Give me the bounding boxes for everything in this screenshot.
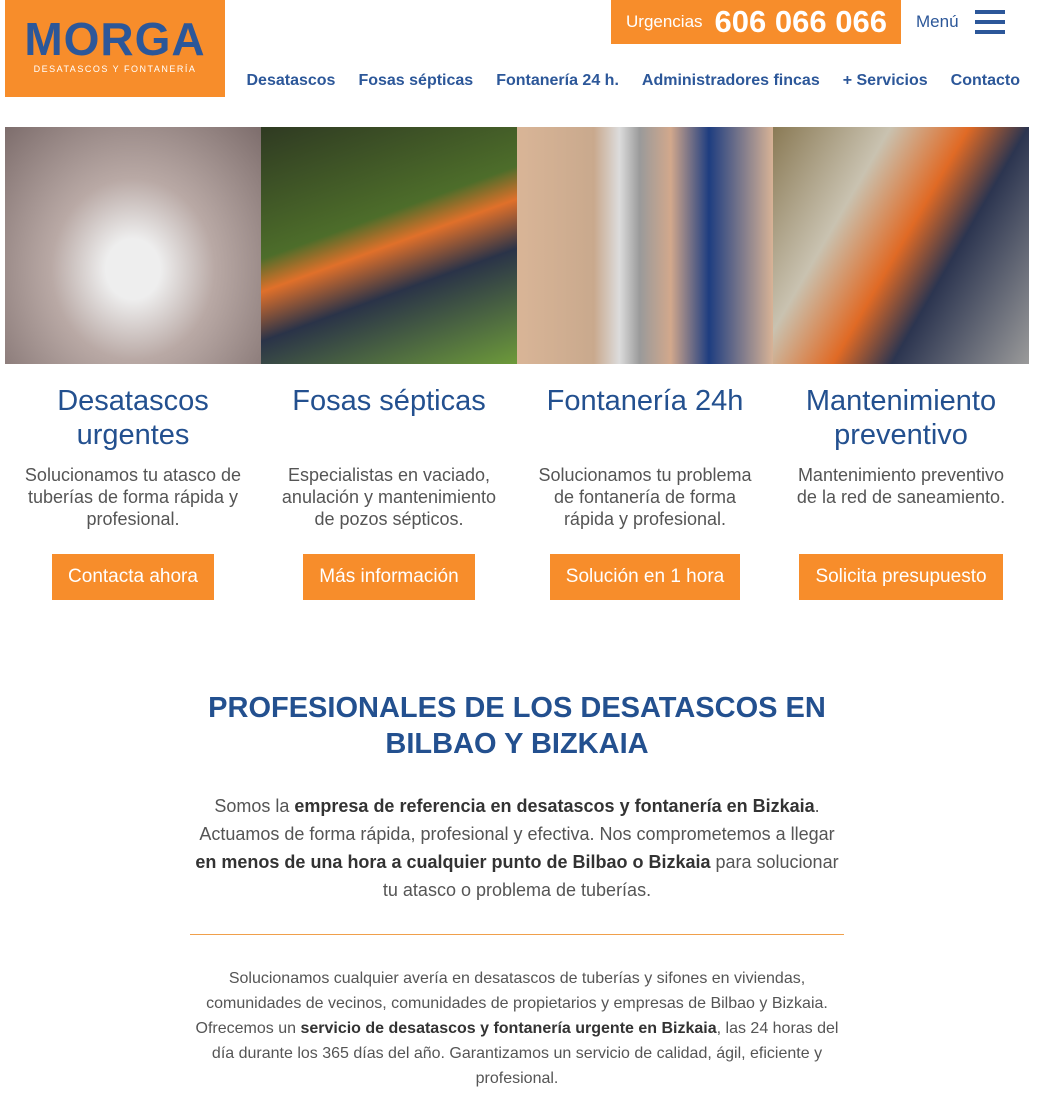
card-title: Fontanería 24h [546,385,744,417]
logo-tagline: DESATASCOS Y FONTANERÍA [33,64,197,74]
nav-servicios[interactable]: + Servicios [842,72,928,89]
menu-label: Menú [916,12,959,31]
logo-wordmark: MORGA [24,13,206,65]
urgent-phone-button[interactable] [611,0,901,44]
nav-contacto[interactable]: Contacto [950,72,1020,89]
nav-fosas-septicas[interactable]: Fosas sépticas [358,72,474,89]
card-text: Solucionamos tu atasco de tuberías de forma rápida y profesional. [24,465,242,529]
intro-section [190,690,844,904]
maintenance-image [773,127,1029,364]
septic-workers-image [261,127,517,364]
contact-button[interactable]: Contacta ahora [52,554,214,600]
nav-fontaneria[interactable]: Fontanería 24 h. [496,72,619,89]
nav-administradores[interactable]: Administradores fincas [641,72,820,89]
faucet-image [5,127,261,364]
quote-button[interactable]: Solicita presupuesto [799,554,1002,600]
urgent-label: Urgencias [626,12,703,31]
urgent-phone: 606 066 066 [714,4,887,39]
service-card [773,127,1029,600]
main-nav [247,72,1021,90]
card-title: Fosas sépticas [292,385,486,417]
solution-button[interactable]: Solución en 1 hora [550,554,740,600]
card-title: Desatascos urgentes [57,385,209,451]
service-card [5,127,261,600]
card-title: Mantenimiento preventivo [805,385,997,451]
logo[interactable] [5,0,225,97]
plumbing-image [517,127,773,364]
nav-desatascos[interactable]: Desatascos [246,72,336,89]
service-card [517,127,773,600]
menu-button[interactable] [916,10,1005,34]
service-card [261,127,517,600]
detail-paragraph: Solucionamos cualquier avería en desatascos de tuberías y sifones en viviendas, comunidades de vecinos, comunidades de propietarios y empresas de Bilbao y Bizkaia. Ofrecemos un servicio de desatascos y fontanería urgente en Bizkaia, las 24 horas del día durante los 365 días del año. Garantizamos un servicio de calidad, ágil, eficiente y profesional. [195,970,839,1087]
card-text: Solucionamos tu problema de fontanería de forma rápida y profesional. [538,465,752,529]
card-text: Mantenimiento preventivo de la red de saneamiento. [796,465,1006,507]
detail-section [190,966,844,1091]
intro-paragraph: Somos la empresa de referencia en desatascos y fontanería en Bizkaia. Actuamos de forma rápida, profesional y efectiva. Nos comprometemos a llegar en menos de una hora a cualquier punto de Bilbao o Bizkaia para solucionar tu atasco o problema de tuberías. [195,796,839,900]
section-title: PROFESIONALES DE LOS DESATASCOS EN BILBAO Y BIZKAIA [208,692,826,760]
card-text: Especialistas en vaciado, anulación y mantenimiento de pozos sépticos. [281,465,497,529]
hamburger-icon [975,10,1005,34]
divider [190,934,844,935]
more-info-button[interactable]: Más información [303,554,474,600]
